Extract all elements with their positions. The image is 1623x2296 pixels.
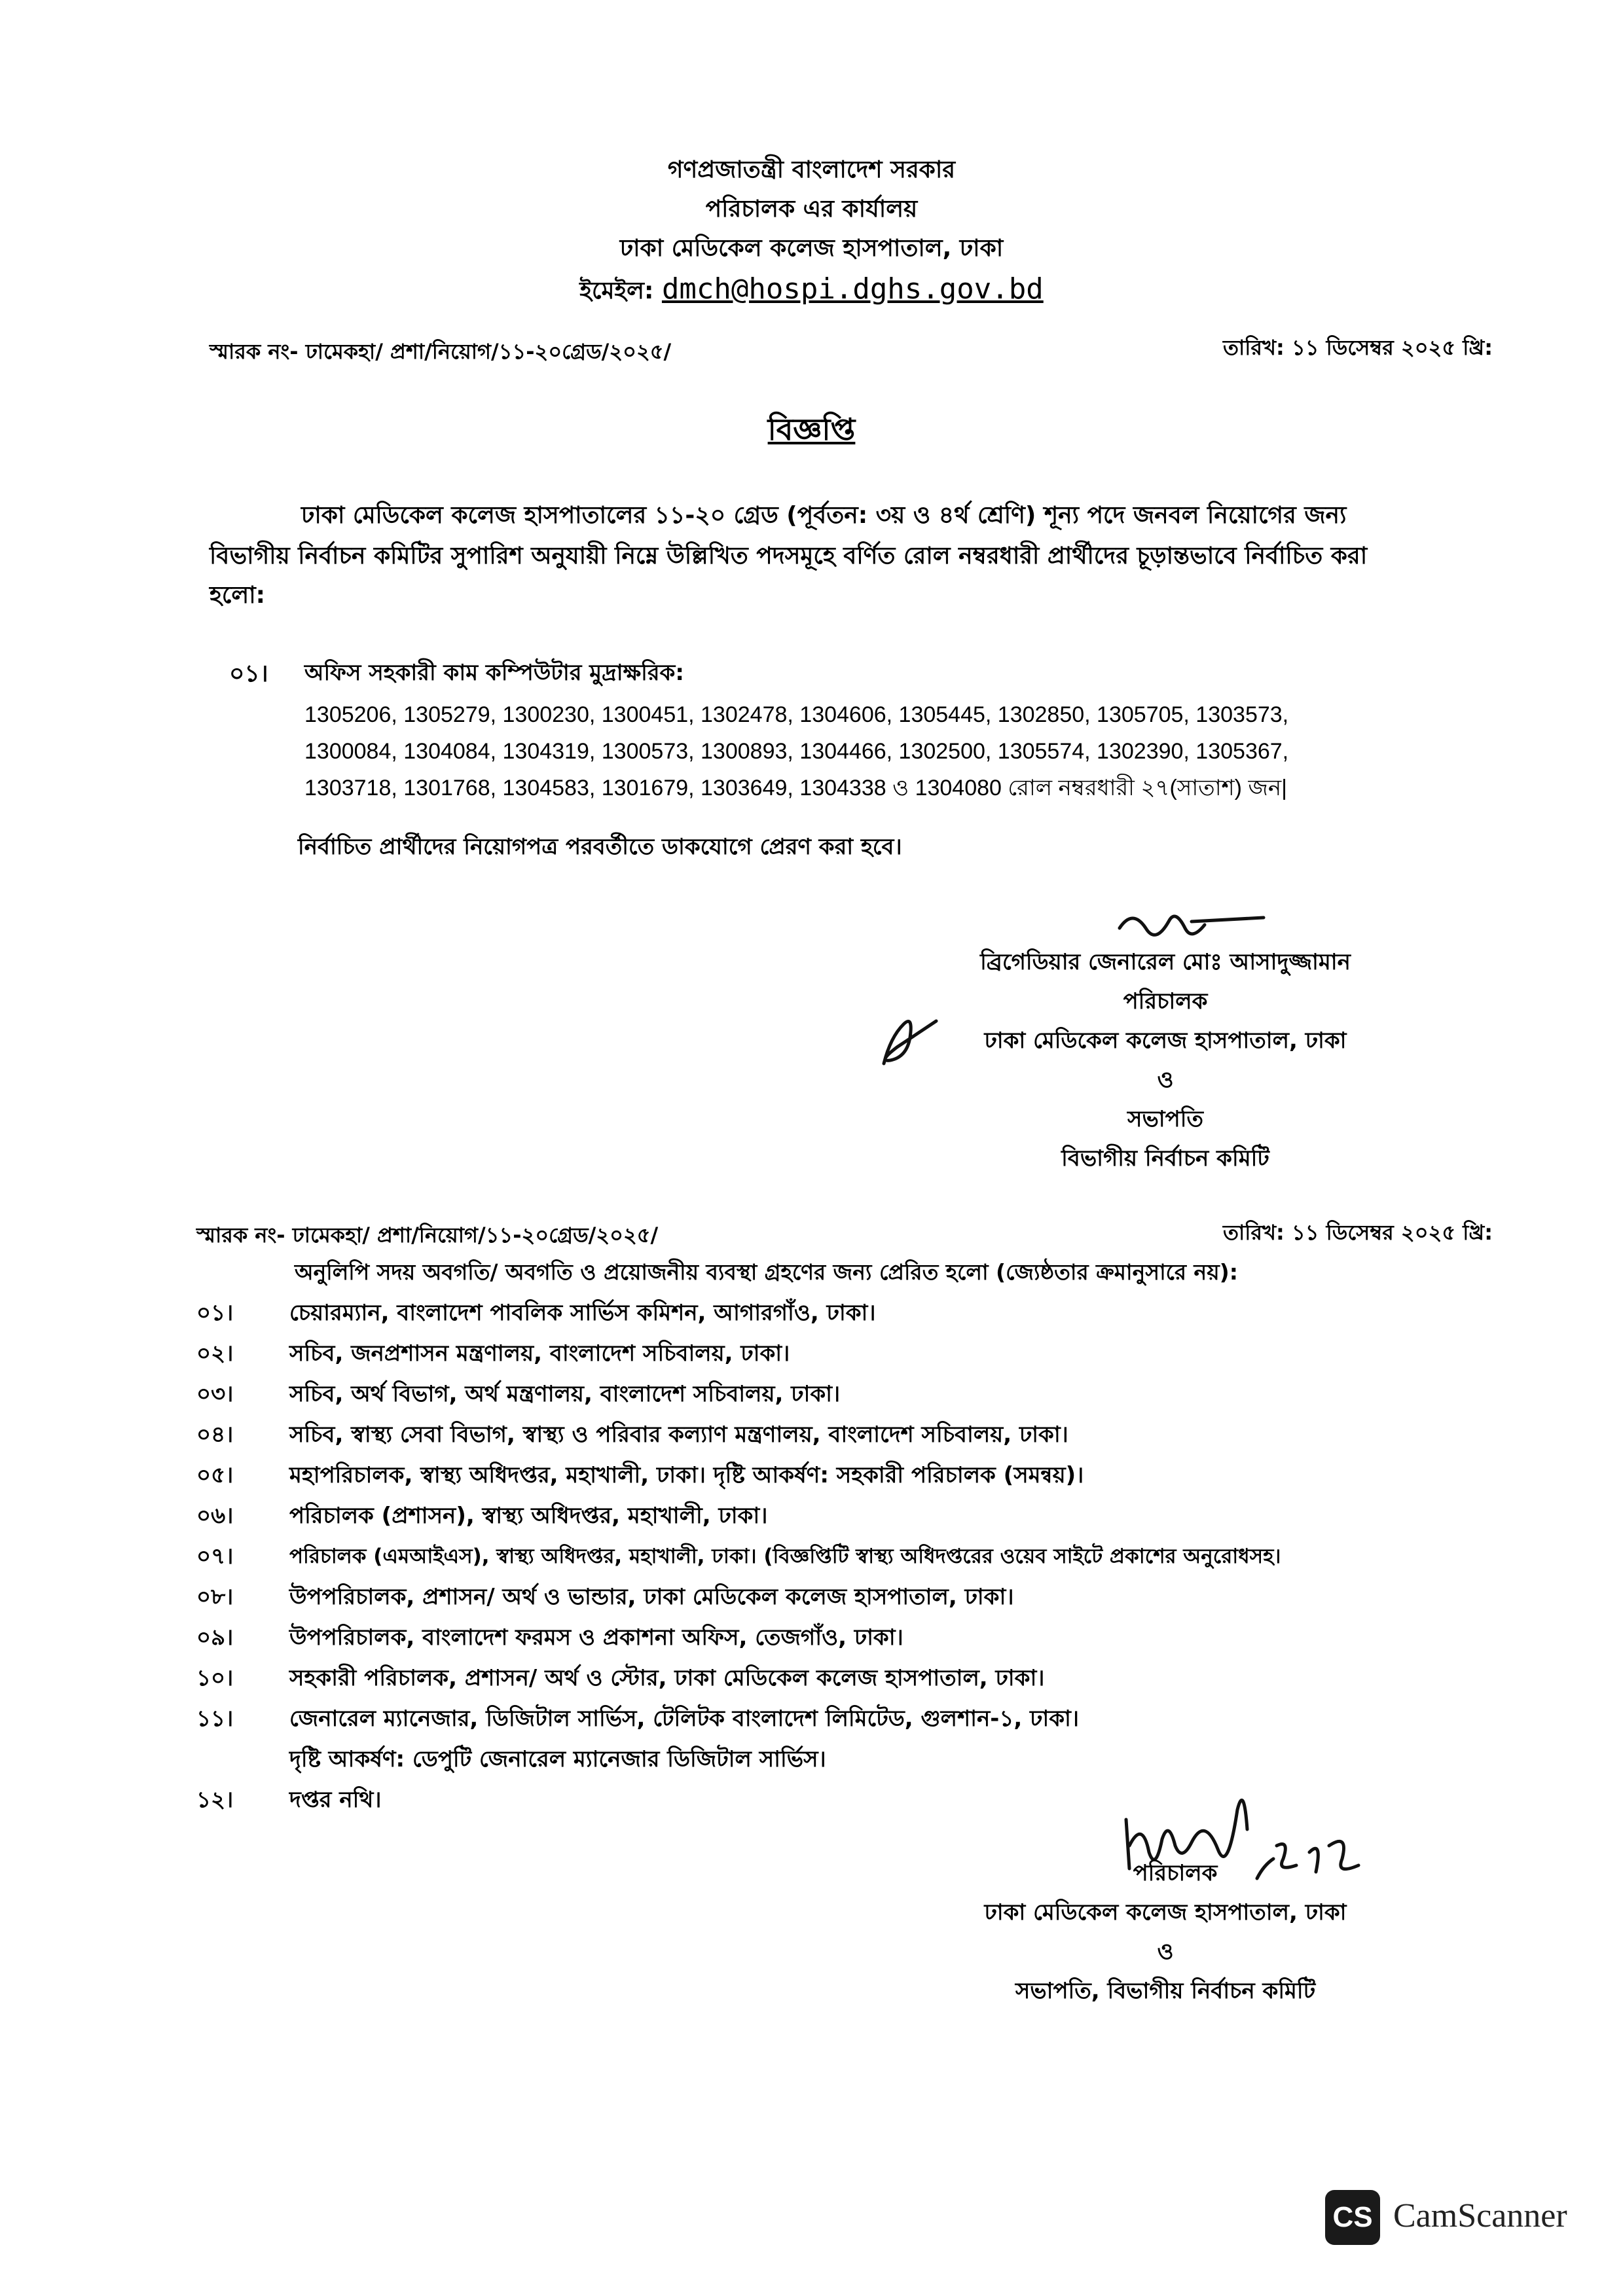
intro-line-3: হলো: [210,582,266,609]
intro-line-1: ঢাকা মেডিকেল কলেজ হাসপাতালের ১১-২০ গ্রেড (পূর্বতন: ৩য় ও ৪র্থ শ্রেণি) শূন্য পদে জনবল নিয়োগের জন্য [301,502,1347,529]
recipient-list: ০১। চেয়ারম্যান, বাংলাদেশ পাবলিক সার্ভিস কমিশন, আগারগাঁও, ঢাকা। ০২। সচিব, জনপ্রশাসন মন্ত্রণালয়, বাংলাদেশ সচিবালয়, ঢাকা। ০৩। সচিব, অর্থ বিভাগ, অর্থ মন্ত্রণালয়, বাংলাদেশ সচিবালয়, ঢাকা। ০৪। সচিব, স্বাস্থ্য সেবা বিভাগ, স্বাস্থ্য ও পরিবার কল্যাণ মন্ত্রণালয়, বাংলাদেশ সচিবালয়, ঢাকা। ০৫। মহাপরিচালক, স্বাস্থ্য অধিদপ্তর, মহাখালী, ঢাকা। দৃষ্টি আকর্ষণ: সহকারী পরিচালক (সমন্বয়)। ০৬। পরিচালক (প্রশাসন), স্বাস্থ্য অধিদপ্তর, মহাখালী, ঢাকা। ০৭। পরিচালক (এমআইএস), স্বাস্থ্য অধিদপ্তর, মহাখালী, ঢাকা। (বিজ্ঞপ্তিটি স্বাস্থ্য অধিদপ্তরের ওয়েব সাইটে প্রকাশের অনুরোধসহ। ০৮। উপপরিচালক, প্রশাসন/ অর্থ ও ভান্ডার, ঢাকা মেডিকেল কলেজ হাসপাতাল, ঢাকা। ০৯। উপপরিচালক, বাংলাদেশ ফরমস ও প্রকাশনা অফিস, তেজগাঁও, ঢাকা। ১০। সহকারী পরিচালক, প্রশাসন/ অর্থ ও স্টোর, ঢাকা মেডিকেল কলেজ হাসপাতাল, ঢাকা। ১১। জেনারেল ম্যানেজার, ডিজিটাল সার্ভিস, টেলিটক বাংলাদেশ লিমিটেড, গুলশান-১, ঢাকা। দৃষ্টি আকর্ষণ: ডেপুটি জেনারেল ম্যানেজার ডিজিটাল সার্ভিস। ১২। দপ্তর নথি। [196,1300,1281,1813]
initial-mark [871,1001,949,1073]
signatory1-role: সভাপতি [1127,1106,1203,1132]
email-link[interactable]: dmch@hospi.dghs.gov.bd [661,272,1044,306]
signatory1-and: ও [1157,1067,1174,1093]
signatory1-name: ব্রিগেডিয়ার জেনারেল মোঃ আসাদুজ্জামান [980,949,1351,975]
signatory2-institution: ঢাকা মেডিকেল কলেজ হাসপাতাল, ঢাকা [984,1899,1347,1926]
copy-date: তারিখ: ১১ ডিসেম্বর ২০২৫ খ্রি: [1222,1220,1493,1245]
signatory2-role: সভাপতি, বিভাগীয় নির্বাচন কমিটি [1015,1978,1316,2004]
signatory1-designation: পরিচালক [1123,988,1208,1014]
post-title: অফিস সহকারী কাম কম্পিউটার মুদ্রাক্ষরিক: [304,660,684,686]
roll-list-line-1: 1305206, 1305279, 1300230, 1300451, 1302478, 1304606, 1305445, 1302850, 1305705, 1303573, [304,702,1289,727]
camscanner-logo: CS [1325,2190,1380,2245]
memo-ref: স্মারক নং- ঢামেকহা/ প্রশা/নিয়োগ/১১-২০গ্রেড/২০২৫/ [210,339,672,364]
signatory2-designation: পরিচালক [1133,1860,1218,1886]
copy-ref: স্মারক নং- ঢামেকহা/ প্রশা/নিয়োগ/১১-২০গ্রেড/২০২৫/ [196,1223,659,1247]
roll-list-line-2: 1300084, 1304084, 1304319, 1300573, 1300893, 1304466, 1302500, 1305574, 1302390, 1305367, [304,739,1289,764]
signatory1-committee: বিভাগীয় নির্বাচন কমিটি [1061,1145,1269,1172]
post-number: ০১। [229,660,268,687]
copy-intro: অনুলিপি সদয় অবগতি/ অবগতি ও প্রয়োজনীয় ব্যবস্থা গ্রহণের জন্য প্রেরিত হলো (জ্যেষ্ঠতার ক্রমানুসারে নয়): [295,1259,1238,1285]
appointment-note: নির্বাচিত প্রার্থীদের নিয়োগপত্র পরবর্তীতে ডাকযোগে প্রেরণ করা হবে। [298,834,902,860]
memo-date: তারিখ: ১১ ডিসেম্বর ২০২৫ খ্রি: [1222,335,1493,360]
signatory1-institution: ঢাকা মেডিকেল কলেজ হাসপাতাল, ঢাকা [984,1028,1347,1054]
header-office: পরিচালক এর কার্যালয় [705,196,918,223]
camscanner-brand: CamScanner [1393,2197,1567,2234]
header-institution: ঢাকা মেডিকেল কলেজ হাসপাতাল, ঢাকা [619,235,1004,262]
intro-line-2: বিভাগীয় নির্বাচন কমিটির সুপারিশ অনুযায়ী নিম্নে উল্লিখিত পদসমূহে বর্ণিত রোল নম্বরধারী প্রার্থীদের চূড়ান্তভাবে নির্বাচিত করা [210,543,1368,569]
signature-text-1 [1121,898,1155,937]
header-government: গণপ্রজাতন্ত্রী বাংলাদেশ সরকার [667,156,956,183]
header-email-row [0,270,1623,311]
notice-title: বিজ্ঞপ্তি [767,412,856,447]
roll-list-line-3: 1303718, 1301768, 1304583, 1301679, 1303649, 1304338 ও 1304080 রোল নম্বরধারী ২৭(সাতাশ) জন| [304,776,1287,800]
signatory2-and: ও [1157,1939,1174,1965]
email-label: ইমেইল: [579,278,654,304]
